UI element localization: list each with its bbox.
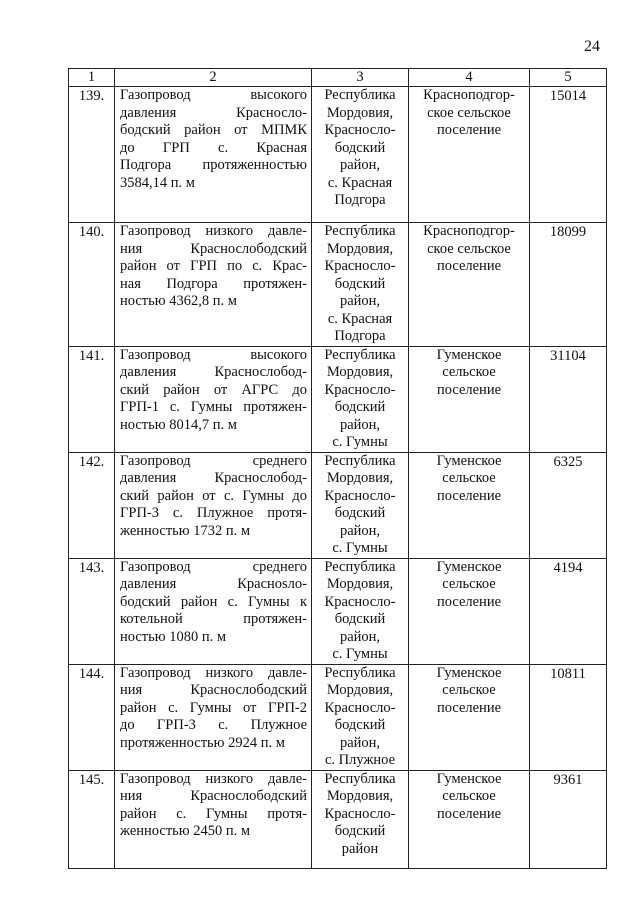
row-number-cell (69, 223, 115, 347)
location-cell (312, 558, 409, 664)
location-line: район, (339, 416, 381, 433)
row-number-cell (69, 664, 115, 770)
location-line: Республика (324, 87, 396, 103)
column-number-3: 3 (312, 69, 409, 87)
location-cell (312, 452, 409, 558)
description-line: ностью 8014,7 п. м (120, 416, 237, 433)
description-line: Газопровод низкого давле- (120, 770, 307, 787)
location-line: Республика (324, 664, 396, 681)
description-line: до ГРП с. Красная (120, 139, 307, 156)
location-line: с. Плужное (324, 752, 396, 768)
settlement-cell (409, 223, 530, 347)
object-description-cell (115, 664, 312, 770)
location-line: Мордовия, (326, 682, 394, 698)
value-number: 31104 (550, 347, 586, 364)
location-line: бодский (334, 611, 386, 627)
location-line: Мордовия, (326, 364, 394, 380)
value-number: 18099 (549, 224, 587, 240)
table-row (69, 223, 607, 347)
description-line: бодский район с. Гумны к (120, 593, 307, 610)
description-line: ГРП-3 с. Плужное протя- (120, 505, 307, 521)
row-number: 139. (78, 88, 105, 104)
row-number: 142. (78, 453, 105, 470)
description-line: давления Краснослобод- (120, 470, 307, 486)
description-line: район с. Гумны протя- (120, 805, 307, 822)
value-cell (530, 223, 607, 347)
settlement-line: сельское (442, 364, 496, 380)
location-cell (312, 346, 409, 452)
location-line: с. Гумны (332, 540, 388, 556)
location-line: Красносло- (324, 805, 396, 822)
settlement-cell (409, 664, 530, 770)
location-cell (312, 770, 409, 868)
location-line: Красносло- (324, 122, 396, 138)
location-line: район, (339, 157, 381, 173)
location-line: Подгора (334, 328, 386, 344)
location-cell (312, 223, 409, 347)
description-line: протяженностью 2924 п. м (120, 734, 285, 751)
location-line: бодский (334, 139, 386, 156)
location-line: Мордовия, (326, 470, 394, 486)
location-line: район (341, 840, 379, 857)
description-line: бодский район от МПМК (120, 122, 307, 138)
settlement-line: сельское (442, 576, 496, 592)
description-line: давления Краснosло- (120, 576, 307, 592)
page-number: 24 (584, 38, 600, 55)
settlement-line: Гуменское (436, 558, 502, 575)
location-line: Красносло- (324, 699, 396, 716)
description-line: до ГРП-3 с. Плужное (120, 717, 307, 733)
value-cell (530, 452, 607, 558)
location-line: с. Красная (327, 310, 393, 327)
location-line: бодский (334, 823, 386, 839)
gas-pipeline-registry-table (68, 68, 607, 869)
description-line: ский район от АГРС до (120, 381, 307, 398)
description-line: ния Краснослободский (120, 240, 307, 257)
location-line: бодский (334, 275, 386, 292)
location-line: Мордовия, (326, 240, 394, 257)
column-number-5: 5 (530, 69, 607, 87)
description-line: 3584,14 п. м (120, 174, 195, 191)
settlement-line: Гуменское (436, 664, 502, 681)
location-cell (312, 87, 409, 223)
description-line: ния Краснослободский (120, 788, 307, 804)
settlement-line: Гуменское (436, 770, 502, 787)
description-line: ная Подгора протяжен- (120, 275, 307, 292)
object-description-cell (115, 770, 312, 868)
row-number-cell (69, 87, 115, 223)
settlement-line: поселение (436, 805, 502, 822)
location-line: Республика (324, 770, 396, 787)
settlement-line: сельское (442, 682, 496, 698)
column-number-1: 1 (69, 69, 115, 87)
settlement-line: Красноподгор- (423, 87, 515, 103)
table-row (69, 664, 607, 770)
settlement-cell (409, 87, 530, 223)
settlement-line: поселение (436, 487, 502, 504)
location-line: бодский (334, 399, 386, 415)
settlement-cell (409, 770, 530, 868)
location-line: Республика (324, 452, 396, 469)
location-line: Красносло- (324, 381, 396, 398)
row-number: 145. (78, 771, 105, 788)
location-line: Мордовия, (326, 104, 394, 121)
description-line: Газопровод среднего (120, 452, 307, 469)
column-number-2: 2 (115, 69, 312, 87)
description-line: Газопровод низкого давле- (120, 223, 307, 239)
description-line: район от ГРП по с. Крас- (120, 258, 307, 274)
object-description-cell (115, 346, 312, 452)
row-number-cell (69, 558, 115, 664)
value-number: 4194 (553, 559, 583, 576)
settlement-line: поселение (436, 258, 502, 274)
description-line: давления Краснослобод- (120, 364, 307, 380)
settlement-cell (409, 452, 530, 558)
location-line: бодский (334, 505, 386, 521)
value-number: 6325 (553, 453, 583, 470)
location-line: с. Красная (327, 174, 393, 191)
description-line: женностью 1732 п. м (120, 522, 251, 539)
settlement-line: поселение (436, 381, 502, 398)
row-number-cell (69, 346, 115, 452)
value-cell (530, 346, 607, 452)
object-description-cell (115, 223, 312, 347)
column-number-header-row (69, 69, 607, 87)
location-line: Мордовия, (326, 788, 394, 804)
location-line: район, (339, 293, 381, 309)
description-line: ностью 4362,8 п. м (120, 293, 237, 309)
description-line: ностью 1080 п. м (120, 628, 227, 645)
settlement-line: поселение (436, 593, 502, 610)
settlement-line: Красноподгор- (423, 223, 515, 239)
location-line: Республика (324, 346, 396, 363)
location-line: с. Гумны (332, 646, 388, 662)
location-line: Республика (324, 558, 396, 575)
description-line: Газопровод низкого давле- (120, 664, 307, 681)
location-line: Красносло- (324, 258, 396, 274)
table-row (69, 87, 607, 223)
value-number: 10811 (550, 665, 586, 682)
row-number: 143. (78, 559, 105, 576)
settlement-line: сельское (442, 788, 496, 804)
description-line: район с. Гумны от ГРП-2 (120, 699, 307, 716)
table-row (69, 452, 607, 558)
value-number: 9361 (553, 771, 583, 788)
value-cell (530, 87, 607, 223)
description-line: давления Красносло- (120, 104, 307, 121)
settlement-line: ское сельское (427, 104, 511, 121)
value-cell (530, 558, 607, 664)
description-line: Газопровод высокого (120, 87, 307, 103)
description-line: Газопровод среднего (120, 558, 307, 575)
location-line: Красносло- (324, 487, 396, 504)
table-row (69, 558, 607, 664)
location-line: Красносло- (324, 593, 396, 610)
description-line: ния Краснослободский (120, 682, 307, 698)
location-line: Мордовия, (326, 576, 394, 592)
settlement-cell (409, 346, 530, 452)
row-number: 140. (78, 224, 105, 240)
settlement-line: сельское (442, 470, 496, 486)
settlement-line: поселение (436, 122, 502, 138)
location-line: Подгора (334, 192, 386, 208)
location-line: район, (339, 522, 381, 539)
row-number: 144. (78, 665, 105, 682)
location-line: с. Гумны (332, 434, 388, 450)
object-description-cell (115, 87, 312, 223)
value-number: 15014 (549, 88, 587, 104)
object-description-cell (115, 452, 312, 558)
settlement-cell (409, 558, 530, 664)
registry-rows (69, 87, 607, 869)
description-line: Газопровод высокого (120, 346, 307, 363)
location-line: район, (339, 628, 381, 645)
row-number-cell (69, 770, 115, 868)
description-line: ГРП-1 с. Гумны протяжен- (120, 399, 307, 415)
table-row (69, 346, 607, 452)
row-number: 141. (78, 347, 105, 364)
description-line: Подгора протяженностью (120, 157, 307, 173)
location-line: бодский (334, 717, 386, 733)
description-line: котельной протяжен- (120, 611, 307, 627)
settlement-line: поселение (436, 699, 502, 716)
value-cell (530, 770, 607, 868)
description-line: женностью 2450 п. м (120, 823, 251, 839)
column-number-4: 4 (409, 69, 530, 87)
table-row (69, 770, 607, 868)
settlement-line: ское сельское (427, 240, 511, 257)
object-description-cell (115, 558, 312, 664)
settlement-line: Гуменское (436, 346, 502, 363)
settlement-line: Гуменское (436, 452, 502, 469)
row-number-cell (69, 452, 115, 558)
location-line: Республика (324, 223, 396, 239)
value-cell (530, 664, 607, 770)
description-line: ский район от с. Гумны до (120, 487, 307, 504)
location-cell (312, 664, 409, 770)
location-line: район, (339, 734, 381, 751)
